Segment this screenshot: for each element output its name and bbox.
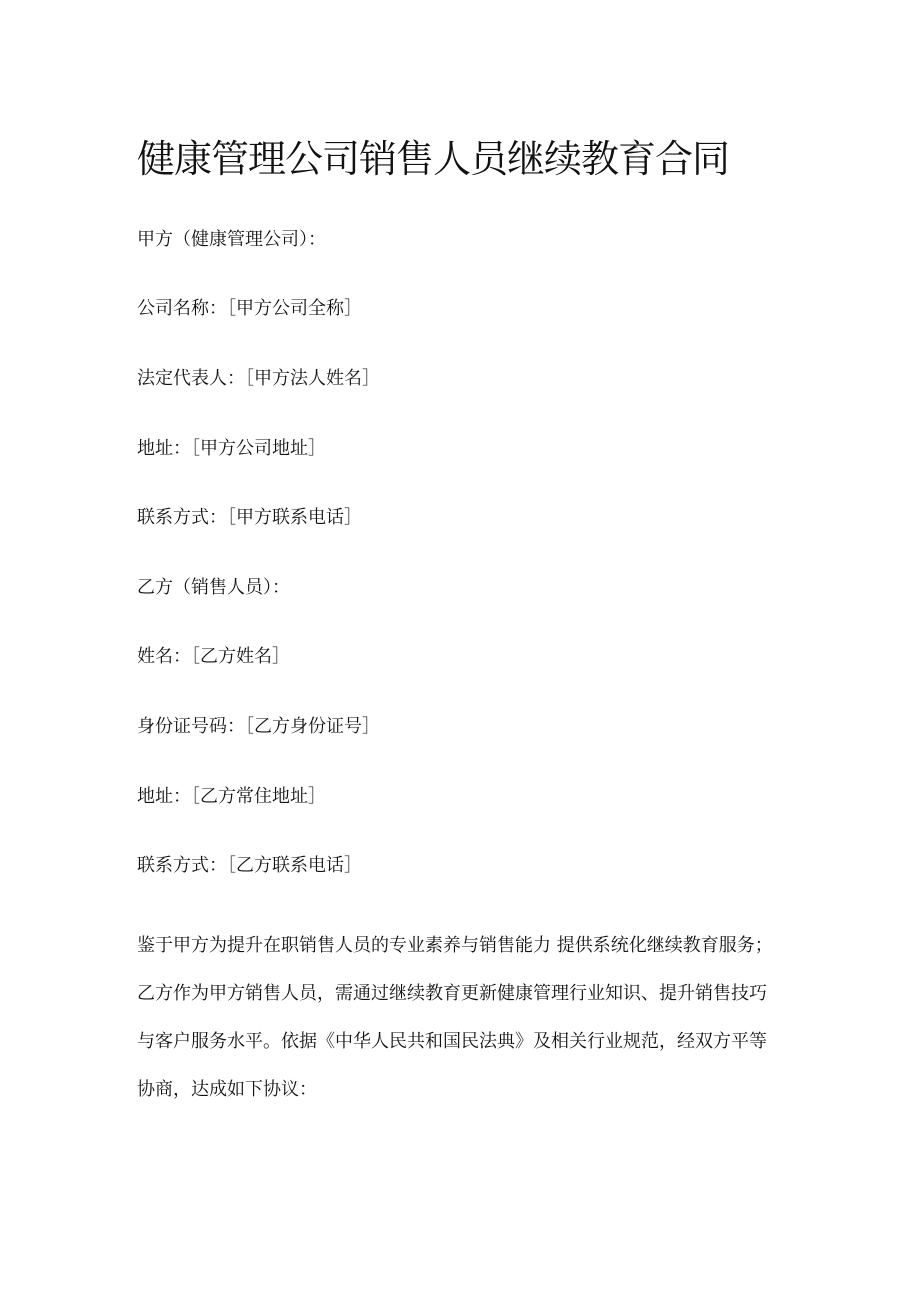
- party-a-contact: 联系方式：［甲方联系电话］: [137, 507, 362, 528]
- party-b-address: 地址：［乙方常住地址］: [137, 786, 326, 807]
- party-a-address: 地址：［甲方公司地址］: [137, 438, 326, 459]
- party-b-contact: 联系方式：［乙方联系电话］: [137, 855, 362, 876]
- preamble-paragraph: [137, 922, 797, 1114]
- preamble-line: 与客户服务水平。依据《中华人民共和国民法典》及相关行业规范，经双方平等: [137, 1031, 767, 1052]
- party-a-legal-representative: 法定代表人：［甲方法人姓名］: [137, 368, 380, 389]
- document-title: 健康管理公司销售人员继续教育合同: [137, 137, 730, 181]
- party-b-heading: 乙方（销售人员）：: [137, 577, 290, 598]
- preamble-line: 乙方作为甲方销售人员，需通过继续教育更新健康管理行业知识、提升销售技巧: [137, 983, 767, 1004]
- party-b-name: 姓名：［乙方姓名］: [137, 646, 290, 667]
- party-b-id-number: 身份证号码：［乙方身份证号］: [137, 716, 380, 737]
- party-a-company-name: 公司名称：［甲方公司全称］: [137, 298, 362, 319]
- preamble-line: 协商，达成如下协议：: [137, 1079, 317, 1100]
- party-a-heading: 甲方（健康管理公司）：: [137, 229, 326, 250]
- preamble-line: 鉴于甲方为提升在职销售人员的专业素养与销售能力 提供系统化继续教育服务；: [137, 935, 773, 956]
